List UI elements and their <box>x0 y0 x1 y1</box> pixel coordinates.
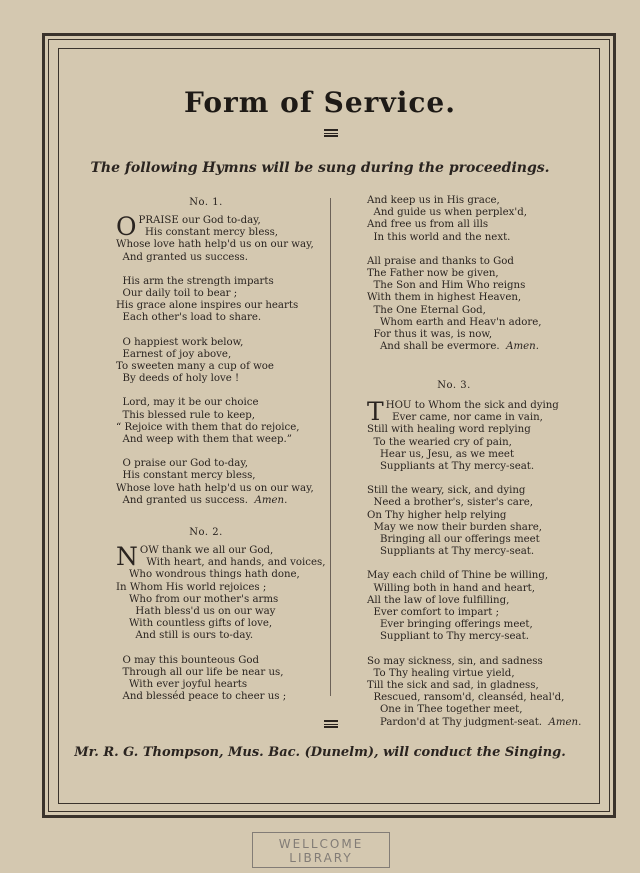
verse-line-text: Whom earth and Heav'n adore, <box>367 316 542 328</box>
verse-line <box>116 349 314 361</box>
verse-line <box>116 288 314 300</box>
hymn-2-text <box>116 542 326 715</box>
verse-line <box>367 461 581 473</box>
verse-line-text: By deeds of holy love ! <box>116 373 240 385</box>
verse-line <box>367 692 581 704</box>
verse-line <box>116 422 314 434</box>
verse-line-text: His constant mercy bless, <box>138 227 279 239</box>
verse-line-text: O may this bounteous God <box>116 654 260 666</box>
verse-line-text: Still the weary, sick, and dying <box>367 485 526 497</box>
verse-line <box>367 510 581 522</box>
verse-line-text: Who from our mother's arms <box>116 593 279 605</box>
verse-line <box>367 437 581 449</box>
verse-line <box>367 256 542 268</box>
verse-line-text: His arm the strength imparts <box>116 275 274 287</box>
verse-line-text: So may sickness, sin, and sadness <box>367 655 543 667</box>
verse-line-text: His constant mercy bless, <box>116 470 256 482</box>
verse-line <box>116 630 302 642</box>
verse-line-text: Need a brother's, sister's care, <box>367 497 533 509</box>
title-ornament <box>324 129 338 137</box>
verse-line-text: Whose love hath help'd us on our way, <box>116 239 314 251</box>
verse-line-text: Willing both in hand and heart, <box>367 582 535 594</box>
verse-line <box>367 195 542 207</box>
hymn-2-number: No. 2. <box>189 527 223 538</box>
verse-line-text: Lord, may it be our choice <box>116 397 259 409</box>
verse-line-text: Bringing all our offerings meet <box>367 534 540 546</box>
verse-line <box>116 397 314 409</box>
verse-line-text: On Thy higher help relying <box>367 509 507 521</box>
verse-line <box>116 470 314 482</box>
hymn-2-continued-text <box>367 195 542 365</box>
verse-line-text: With countless gifts of love, <box>116 618 273 630</box>
verse-line <box>367 619 581 631</box>
verse-line <box>116 337 314 349</box>
verse-line <box>367 704 581 716</box>
verse-line <box>367 232 542 244</box>
verse-line-text: Hath bless'd us on our way <box>116 606 276 618</box>
verse-line-text: The One Eternal God, <box>367 304 486 316</box>
verse-line-text: Ever comfort to impart ; <box>367 607 500 619</box>
verse-line-text: Still with healing word replying <box>367 424 531 436</box>
verse-line <box>116 667 302 679</box>
verse-line-text: All the law of love fulfilling, <box>367 594 510 606</box>
verse-line <box>116 227 314 239</box>
verse-line-text: And free us from all ills <box>367 219 489 231</box>
verse-line <box>116 239 314 251</box>
verse-line-text: May each child of Thine be willing, <box>367 570 549 582</box>
verse-line <box>367 317 542 329</box>
verse-line <box>116 458 314 470</box>
verse-line-text: And shall be evermore. <box>367 341 507 353</box>
verse-line-text: May we now their burden share, <box>367 521 542 533</box>
verse-line-text: With them in highest Heaven, <box>367 292 522 304</box>
verse-line <box>116 495 314 507</box>
stanza <box>116 276 314 325</box>
stanza <box>116 397 314 446</box>
stanza <box>367 256 542 354</box>
verse-line-text: With ever joyful hearts <box>116 679 248 691</box>
stanza <box>367 195 542 244</box>
verse-line <box>116 252 314 264</box>
drop-cap: O <box>116 212 137 241</box>
verse-line-text: The Son and Him Who reigns <box>367 280 526 292</box>
hymn-3-text <box>367 397 582 741</box>
verse-line <box>367 424 581 436</box>
verse-line <box>367 268 542 280</box>
verse-line <box>367 680 581 692</box>
subtitle: The following Hymns will be sung during the proceedings. <box>90 160 550 176</box>
verse-line <box>367 668 581 680</box>
verse-line-text: Earnest of joy above, <box>116 348 232 360</box>
amen: Amen. <box>254 494 288 506</box>
stanza <box>116 458 314 507</box>
verse-line-text: Hear us, Jesu, as we meet <box>367 448 515 460</box>
verse-line-text: Ever bringing offerings meet, <box>367 619 533 631</box>
verse-line-text: Rescued, ransom'd, cleanséd, heal'd, <box>367 692 565 704</box>
verse-line-text: Suppliants at Thy mercy-seat. <box>367 546 535 558</box>
verse-line <box>367 595 581 607</box>
verse-line <box>116 373 314 385</box>
verse-line <box>116 582 302 594</box>
verse-line <box>116 300 314 312</box>
verse-line <box>367 717 581 729</box>
verse-line <box>367 449 581 461</box>
verse-line-text: PRAISE our God to-day, <box>138 215 261 226</box>
library-stamp: WELLCOME LIBRARY <box>252 832 390 868</box>
verse-line <box>367 329 542 341</box>
stanza <box>116 212 314 264</box>
stanza <box>367 570 581 643</box>
verse-line-text: And granted us success. <box>116 251 249 263</box>
verse-line-text: And guide us when perplex'd, <box>367 207 527 219</box>
verse-line <box>367 412 581 424</box>
verse-line <box>116 276 314 288</box>
verse-line <box>116 679 302 691</box>
verse-line <box>367 485 581 497</box>
verse-line-text: And still is ours to-day. <box>116 630 254 642</box>
verse-line-text: Suppliants at Thy mercy-seat. <box>367 461 535 473</box>
hymn-1-text <box>116 212 314 519</box>
verse-line <box>367 497 581 509</box>
verse-line-text: And keep us in His grace, <box>367 195 500 206</box>
verse-line <box>116 410 314 422</box>
verse-line-text: Each other's load to share. <box>116 312 262 324</box>
verse-line <box>116 557 326 569</box>
verse-line-text: And blesséd peace to cheer us ; <box>116 691 287 703</box>
page-title: Form of Service. <box>184 86 456 119</box>
verse-line-text: To Thy healing virtue yield, <box>367 667 515 679</box>
verse-line-text: All praise and thanks to God <box>367 255 514 267</box>
verse-line-text: In Whom His world rejoices ; <box>116 581 267 593</box>
verse-line-text: Through all our life be near us, <box>116 666 284 678</box>
verse-line <box>367 570 581 582</box>
verse-line <box>367 341 542 353</box>
verse-line-text: Who wondrous things hath done, <box>116 569 300 581</box>
verse-line-text: Our daily toil to bear ; <box>116 288 238 300</box>
verse-line-text: And granted us success. <box>116 494 255 506</box>
verse-line-text: HOU to Whom the sick and dying <box>385 400 559 411</box>
verse-line <box>367 292 542 304</box>
verse-line <box>367 280 542 292</box>
column-divider <box>330 198 331 696</box>
footer-ornament <box>324 720 338 728</box>
verse-line-text: With heart, and hands, and voices, <box>139 557 326 569</box>
verse-line-text: Suppliant to Thy mercy-seat. <box>367 631 529 643</box>
verse-line <box>116 618 302 630</box>
verse-line <box>116 655 302 667</box>
amen: Amen. <box>506 341 539 353</box>
amen: Amen. <box>548 716 582 728</box>
stanza <box>116 542 326 643</box>
verse-line <box>116 606 302 618</box>
hymn-1-number: No. 1. <box>189 197 223 208</box>
verse-line-text: O praise our God to-day, <box>116 458 249 470</box>
verse-line-text: Till the sick and sad, in gladness, <box>367 680 539 692</box>
verse-line <box>116 569 302 581</box>
verse-line-text: In this world and the next. <box>367 231 511 243</box>
verse-line-text: Ever came, nor came in vain, <box>385 412 543 424</box>
verse-line <box>116 434 314 446</box>
verse-line-text: This blessed rule to keep, <box>116 409 256 421</box>
verse-line-text: OW thank we all our God, <box>139 545 274 556</box>
verse-line-text: His grace alone inspires our hearts <box>116 300 299 312</box>
stanza <box>116 655 302 704</box>
verse-line <box>367 607 581 619</box>
verse-line <box>367 656 581 668</box>
verse-line-text: O happiest work below, <box>116 336 244 348</box>
drop-cap: N <box>116 542 138 571</box>
verse-line <box>367 546 581 558</box>
verse-line <box>367 207 542 219</box>
stanza <box>367 485 581 558</box>
verse-line <box>367 583 581 595</box>
verse-line-text: To the wearied cry of pain, <box>367 436 512 448</box>
verse-line <box>367 305 542 317</box>
verse-line <box>116 483 314 495</box>
verse-line <box>116 361 314 373</box>
verse-line <box>367 534 581 546</box>
verse-line-text: And weep with them that weep.” <box>116 434 292 446</box>
stanza <box>367 397 581 473</box>
verse-line-text: To sweeten many a cup of woe <box>116 361 274 373</box>
verse-line <box>116 594 302 606</box>
verse-line <box>367 219 542 231</box>
drop-cap: T <box>367 397 384 426</box>
footer-note: Mr. R. G. Thompson, Mus. Bac. (Dunelm), will conduct the Singing. <box>74 745 566 760</box>
verse-line-text: For thus it was, is now, <box>367 329 493 341</box>
stanza <box>116 337 314 386</box>
verse-line-text: “ Rejoice with them that do rejoice, <box>116 421 300 433</box>
verse-line-text: Pardon'd at Thy judgment-seat. <box>367 716 549 728</box>
stanza <box>367 656 581 729</box>
verse-line-text: Whose love hath help'd us on our way, <box>116 482 314 494</box>
verse-line-text: The Father now be given, <box>367 268 499 280</box>
verse-line <box>367 522 581 534</box>
hymn-3-number: No. 3. <box>437 380 471 391</box>
verse-line-text: One in Thee together meet, <box>367 704 523 716</box>
verse-line <box>116 312 314 324</box>
verse-line <box>116 691 302 703</box>
verse-line <box>367 631 581 643</box>
